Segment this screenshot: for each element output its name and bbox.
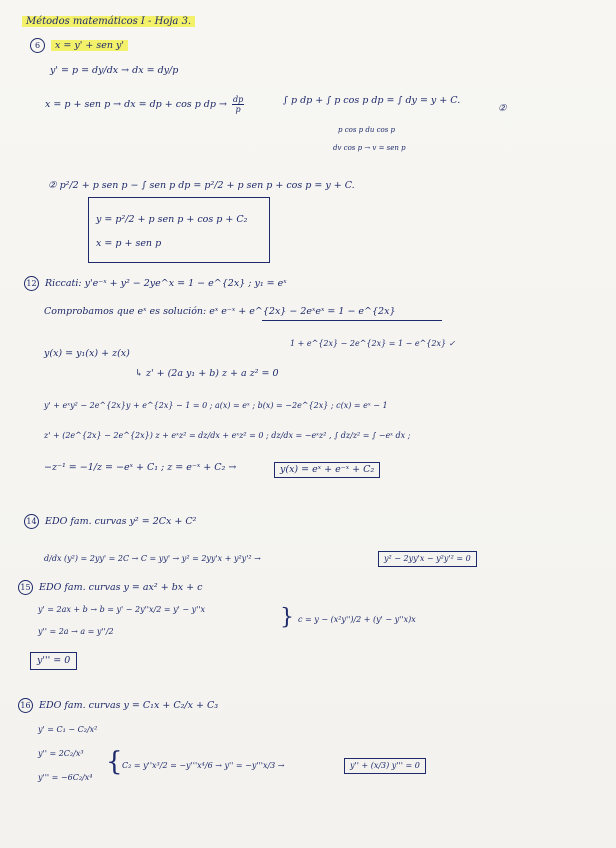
problem-6-header [30, 38, 128, 53]
problem-12-check-result: 1 + e^{2x} − 2e^{2x} = 1 − e^{2x} ✓ [290, 339, 456, 348]
problem-12-header: 12 Riccati: y'e⁻ˣ + y² − 2ye^x = 1 − e^{2x} ; y₁ = eˣ [24, 276, 287, 291]
problem-number: 16 [18, 698, 33, 713]
problem-15-first-derivative: y' = 2ax + b → b = y' − 2y''x/2 = y' − y''x [38, 605, 206, 614]
problem-14-answer-box: y² − 2yy'x − y²y'² = 0 [378, 551, 477, 567]
problem-number: 12 [24, 276, 39, 291]
problem-number: 15 [18, 580, 33, 595]
problem-12-coefficients: y' + eˣy² − 2e^{2x}y + e^{2x} − 1 = 0 ; a(x) = eˣ ; b(x) = −2e^{2x} ; c(x) = eˣ − 1 [44, 401, 388, 410]
problem-12-integration: −z⁻¹ = −1/z = −eˣ + C₁ ; z = e⁻ˣ + C₂ → [44, 462, 237, 473]
problem-6-parts-note-1: p cos p du cos p [338, 126, 396, 134]
problem-16-second-derivative: y'' = 2C₂/x³ [38, 749, 84, 758]
problem-16-elimination: C₂ = y''x³/2 = −y'''x⁴/6 → y'' = −y'''x/3 → [122, 761, 285, 770]
problem-12-reduced-form: ↳ z' + (2a y₁ + b) z + a z² = 0 [135, 368, 279, 379]
problem-15-header: 15 EDO fam. curvas y = ax² + bx + c [18, 580, 202, 595]
problem-6-substitution: y' = p = dy/dx → dx = dy/p [50, 65, 179, 76]
problem-15-second-derivative: y'' = 2a → a = y''/2 [38, 627, 114, 636]
page-title: Métodos matemáticos I - Hoja 3. [22, 16, 195, 28]
problem-number: 6 [30, 38, 45, 53]
problem-6-step: x = p + sen p → dx = dp + cos p dp → $\frac{dp}{p}$ [45, 95, 244, 114]
problem-6-parts-note-2: dv cos p → v = sen p [333, 144, 406, 152]
brace-symbol: { [106, 747, 123, 777]
problem-15-answer-box: y''' = 0 [30, 652, 77, 670]
problem-14-header: 14 EDO fam. curvas y² = 2Cx + C² [24, 514, 196, 529]
problem-6-equation: x = y' + sen y' [51, 40, 128, 51]
problem-16-answer-box: y'' + (x/3) y''' = 0 [344, 758, 426, 774]
problem-6-result: ② p²/2 + p sen p − ∫ sen p dp = p²/2 + p sen p + cos p = y + C. [48, 180, 355, 191]
problem-12-substitution: y(x) = y₁(x) + z(x) [44, 348, 130, 359]
problem-14-derivation: d/dx (y²) = 2yy' = 2C → C = yy' → y² = 2yy'x + y²y'² → [44, 554, 261, 563]
problem-16-third-derivative: y''' = −6C₂/x⁴ [38, 773, 93, 782]
problem-6-system-eq-1: y = p²/2 + p sen p + cos p + C₂ [96, 214, 248, 225]
problem-15-constant: c = y − (x²y'')/2 + (y' − y''x)x [298, 615, 416, 624]
problem-12-check: Comprobamos que eˣ es solución: eˣ e⁻ˣ + e^{2x} − 2eˣeˣ = 1 − e^{2x} [44, 306, 396, 317]
problem-number: 14 [24, 514, 39, 529]
problem-12-separation: z' + (2e^{2x} − 2e^{2x}) z + eˣz² = dz/dx + eˣz² = 0 ; dz/dx = −eˣz² , ∫ dz/z² = ∫ −eˣ dx ; [44, 431, 411, 440]
problem-6-system-eq-2: x = p + sen p [96, 238, 162, 249]
check-underline [262, 320, 442, 321]
problem-12-answer-box: y(x) = eˣ + e⁻ˣ + C₂ [274, 462, 380, 478]
problem-6-result-marker: ② [48, 180, 57, 191]
problem-6-marker: ② [498, 103, 507, 114]
dp-over-p-fraction: $\frac{dp}{p}$ [232, 95, 244, 114]
problem-16-header: 16 EDO fam. curvas y = C₁x + C₂/x + C₃ [18, 698, 218, 713]
problem-6-integral: ∫ p dp + ∫ p cos p dp = ∫ dy = y + C. [283, 95, 461, 106]
brace-symbol: } [280, 605, 294, 630]
problem-6-solution-box [88, 197, 270, 263]
problem-16-first-derivative: y' = C₁ − C₂/x² [38, 725, 98, 734]
